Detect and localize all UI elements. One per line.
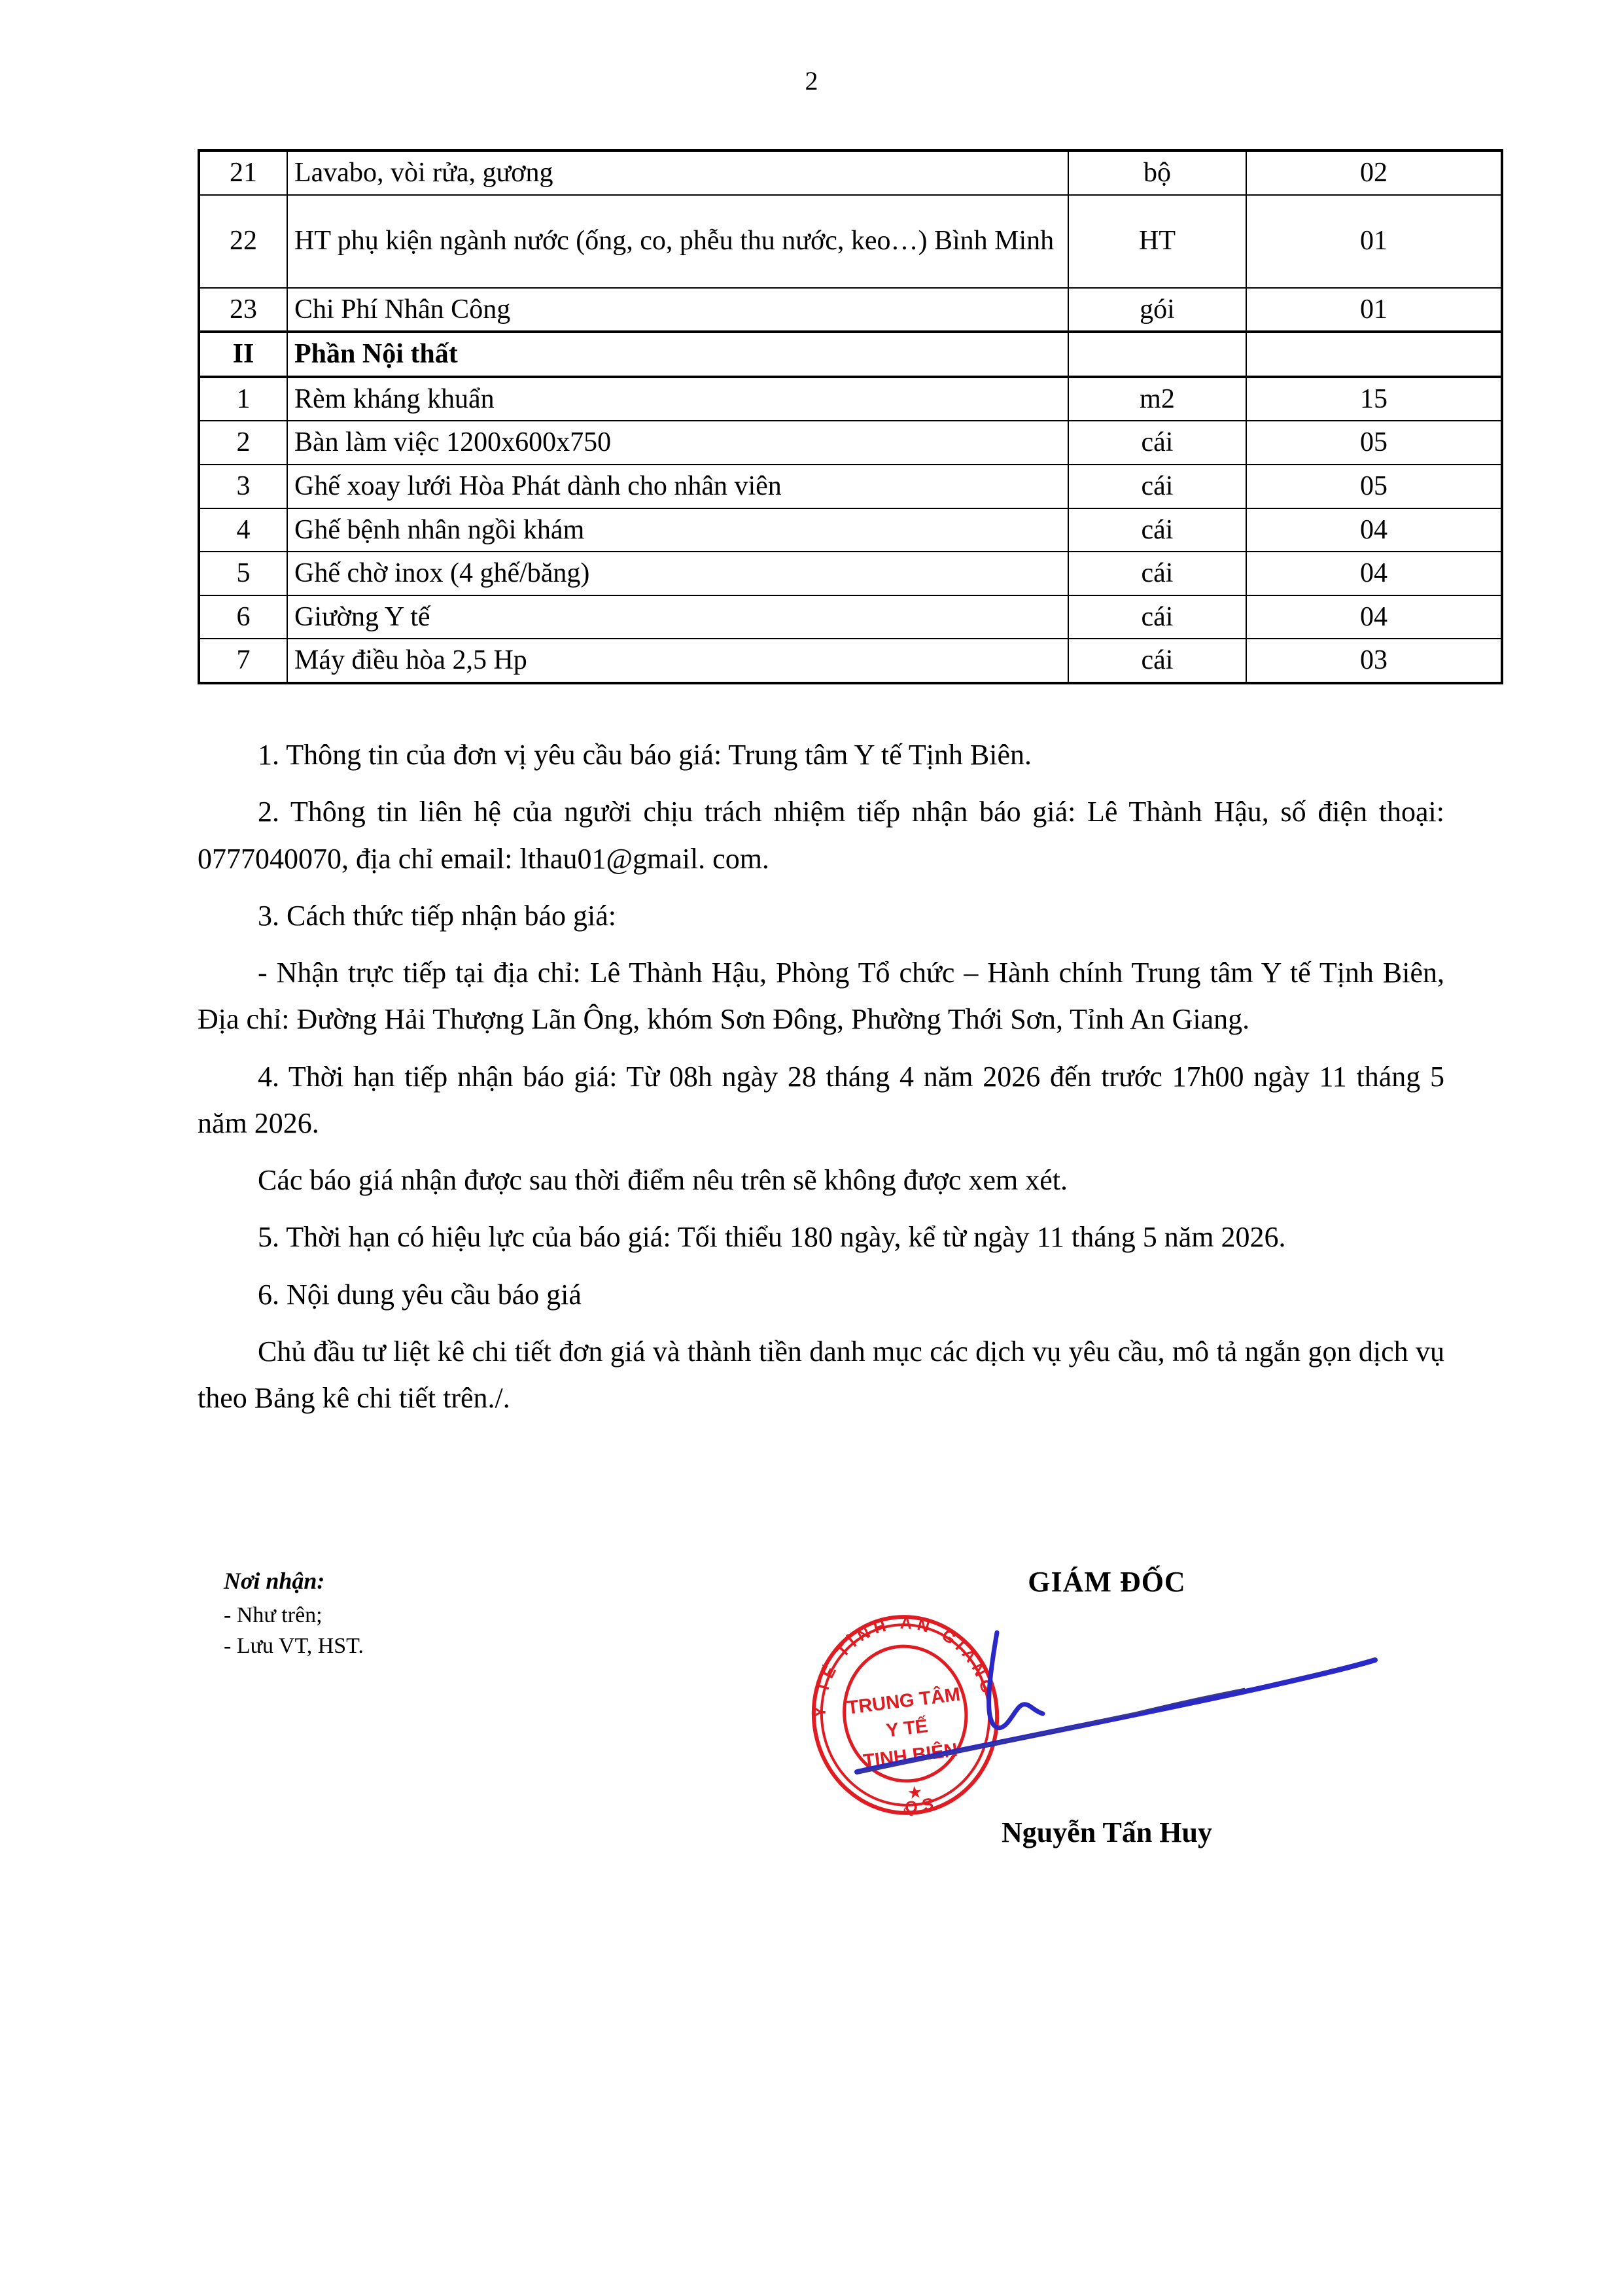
row-index: 4	[199, 508, 287, 552]
body-content	[198, 732, 1444, 1421]
row-quantity: 04	[1246, 552, 1502, 595]
row-description: Giường Y tế	[287, 595, 1068, 639]
table-row	[199, 377, 1502, 421]
seal-line-3: TỊNH BIÊN	[862, 1739, 959, 1773]
signature-stage	[773, 1598, 1440, 1814]
row-unit: cái	[1068, 639, 1246, 683]
row-unit: m2	[1068, 377, 1246, 421]
document-footer	[198, 1565, 1444, 1905]
row-description: Ghế bệnh nhân ngồi khám	[287, 508, 1068, 552]
seal-ring-text: Y TẾ TỈNH AN GIANG	[811, 1614, 998, 1718]
row-index: 5	[199, 552, 287, 595]
row-quantity: 05	[1246, 465, 1502, 508]
paragraph-validity: 5. Thời hạn có hiệu lực của báo giá: Tối thiểu 180 ngày, kể từ ngày 11 tháng 5 năm 2026.	[258, 1221, 1286, 1254]
recipient-item: - Lưu VT, HST.	[224, 1633, 364, 1658]
recipients-block	[224, 1565, 629, 1661]
items-table	[198, 149, 1503, 684]
section-index: II	[199, 332, 287, 377]
section-description: Phần Nội thất	[287, 332, 1068, 377]
table-section-row	[199, 332, 1502, 377]
seal-ring-text-bottom: SỞ	[899, 1793, 935, 1816]
table-row	[199, 552, 1502, 595]
row-description: Lavabo, vòi rửa, gương	[287, 150, 1068, 195]
paragraph-content-heading: 6. Nội dung yêu cầu báo giá	[258, 1278, 582, 1311]
section-quantity	[1246, 332, 1502, 377]
items-table-body	[199, 150, 1502, 683]
row-index: 1	[199, 377, 287, 421]
row-unit: gói	[1068, 288, 1246, 332]
paragraph-submission-intro: 3. Cách thức tiếp nhận báo giá:	[258, 899, 617, 932]
paragraph-late-notice: Các báo giá nhận được sau thời điểm nêu trên sẽ không được xem xét.	[258, 1164, 1068, 1197]
table-row	[199, 150, 1502, 195]
page-number: 2	[805, 66, 818, 96]
seal-star-icon: ★	[906, 1782, 924, 1804]
row-unit: cái	[1068, 552, 1246, 595]
paragraph-deadline: 4. Thời hạn tiếp nhận báo giá: Từ 08h ngày 28 tháng 4 năm 2026 đến trước 17h00 ngày 11 tháng 5 năm 2026.	[198, 1060, 1444, 1139]
signature-title: GIÁM ĐỐC	[1028, 1566, 1186, 1598]
row-quantity: 03	[1246, 639, 1502, 683]
table-row	[199, 639, 1502, 683]
seal-outer-ring	[803, 1606, 1008, 1824]
table-row	[199, 288, 1502, 332]
table-row	[199, 465, 1502, 508]
signer-name: Nguyễn Tấn Huy	[1002, 1816, 1212, 1848]
row-description: Bàn làm việc 1200x600x750	[287, 421, 1068, 465]
row-index: 7	[199, 639, 287, 683]
seal-line-1: TRUNG TÂM	[846, 1684, 962, 1719]
seal-line-2: Y TẾ	[884, 1716, 930, 1742]
paragraph-contact-info: 2. Thông tin liên hệ của người chịu trách nhiệm tiếp nhận báo giá: Lê Thành Hậu, số điện thoại: 0777040070, địa chỉ email: lthau01@gmail. com.	[198, 796, 1444, 875]
section-unit	[1068, 332, 1246, 377]
row-description: Máy điều hòa 2,5 Hp	[287, 639, 1068, 683]
row-description: Chi Phí Nhân Công	[287, 288, 1068, 332]
official-seal-stamp	[795, 1599, 1016, 1831]
row-description: Rèm kháng khuẩn	[287, 377, 1068, 421]
row-unit: cái	[1068, 595, 1246, 639]
row-index: 2	[199, 421, 287, 465]
table-row	[199, 595, 1502, 639]
recipient-item: - Như trên;	[224, 1602, 323, 1627]
table-row	[199, 508, 1502, 552]
paragraph-submission-address: - Nhận trực tiếp tại địa chỉ: Lê Thành Hậu, Phòng Tổ chức – Hành chính Trung tâm Y tế Tịnh Biên, Địa chỉ: Đường Hải Thượng Lãn Ông, khóm Sơn Đông, Phường Thới Sơn, Tỉnh An Giang.	[198, 957, 1444, 1036]
row-description: HT phụ kiện ngành nước (ống, co, phễu thu nước, keo…) Bình Minh	[287, 195, 1068, 288]
row-unit: bộ	[1068, 150, 1246, 195]
signature-block	[773, 1565, 1440, 1849]
row-index: 6	[199, 595, 287, 639]
table-row	[199, 195, 1502, 288]
row-quantity: 02	[1246, 150, 1502, 195]
row-quantity: 15	[1246, 377, 1502, 421]
row-description: Ghế xoay lưới Hòa Phát dành cho nhân viên	[287, 465, 1068, 508]
row-quantity: 05	[1246, 421, 1502, 465]
recipients-title: Nơi nhận:	[224, 1568, 325, 1594]
row-index: 21	[199, 150, 287, 195]
row-quantity: 04	[1246, 508, 1502, 552]
row-unit: cái	[1068, 508, 1246, 552]
seal-icon	[795, 1599, 1016, 1831]
table-row	[199, 421, 1502, 465]
row-quantity: 01	[1246, 288, 1502, 332]
paragraph-unit-info: 1. Thông tin của đơn vị yêu cầu báo giá: Trung tâm Y tế Tịnh Biên.	[258, 739, 1032, 771]
row-unit: cái	[1068, 421, 1246, 465]
row-index: 3	[199, 465, 287, 508]
row-unit: cái	[1068, 465, 1246, 508]
paragraph-content-detail: Chủ đầu tư liệt kê chi tiết đơn giá và thành tiền danh mục các dịch vụ yêu cầu, mô tả ngắn gọn dịch vụ theo Bảng kê chi tiết trên./.	[198, 1335, 1444, 1415]
row-index: 23	[199, 288, 287, 332]
row-quantity: 01	[1246, 195, 1502, 288]
row-description: Ghế chờ inox (4 ghế/băng)	[287, 552, 1068, 595]
row-index: 22	[199, 195, 287, 288]
row-quantity: 04	[1246, 595, 1502, 639]
row-unit: HT	[1068, 195, 1246, 288]
